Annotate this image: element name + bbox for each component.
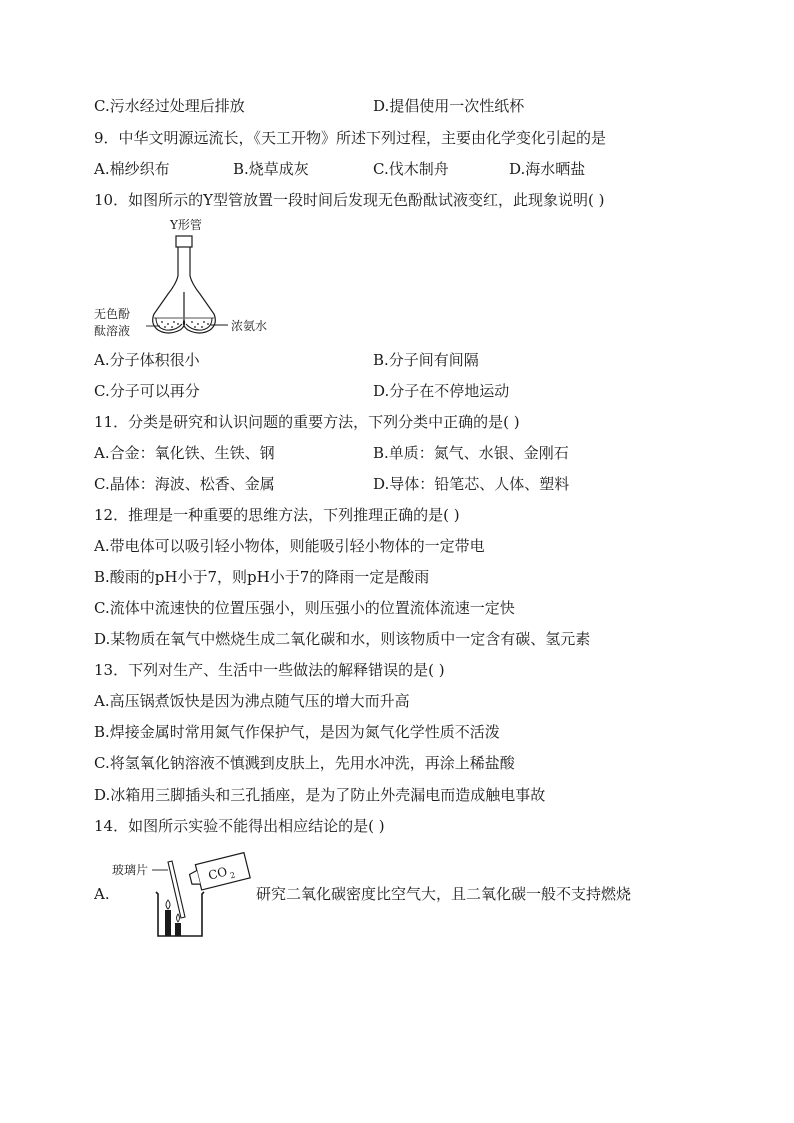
phenolphthalein-label-1: 无色酚 xyxy=(94,307,131,321)
q9-option-a: A.棉纱织布 xyxy=(94,160,170,178)
q13-option-b: B.焊接金属时常用氮气作保护气，是因为氮气化学性质不活泼 xyxy=(94,723,500,741)
q9-option-b: B.烧草成灰 xyxy=(233,160,309,178)
y-tube-stem-shape xyxy=(178,247,190,276)
ammonia-label: 浓氨水 xyxy=(231,319,268,333)
q12-stem: 12．推理是一种重要的思维方法，下列推理正确的是( ) xyxy=(94,506,460,524)
co2-subscript: 2 xyxy=(229,870,237,881)
tall-candle-shape xyxy=(165,910,171,936)
q10-stem: 10．如图所示的Y型管放置一段时间后发现无色酚酞试液变红，此现象说明( ) xyxy=(94,191,605,209)
q12-option-b: B.酸雨的pH小于7，则pH小于7的降雨一定是酸雨 xyxy=(94,568,430,586)
q10-option-d: D.分子在不停地运动 xyxy=(373,382,510,400)
y-tube-label: Y形管 xyxy=(170,218,202,232)
q9-stem: 9．中华文明源远流长，《天工开物》所述下列过程，主要由化学变化引起的是 xyxy=(94,129,607,147)
q9-option-c: C.伐木制舟 xyxy=(373,160,449,178)
glass-plate-shape xyxy=(168,861,185,918)
q12-option-d: D.某物质在氧气中燃烧生成二氧化碳和水，则该物质中一定含有碳、氢元素 xyxy=(94,630,591,648)
co2-label: CO xyxy=(206,864,229,883)
q9-option-d: D.海水晒盐 xyxy=(509,160,586,178)
q12-option-c: C.流体中流速快的位置压强小，则压强小的位置流体流速一定快 xyxy=(94,599,515,617)
q11-option-c: C.晶体：海波、松香、金属 xyxy=(94,475,275,493)
q13-option-a: A.高压锅煮饭快是因为沸点随气压的增大而升高 xyxy=(94,692,410,710)
q10-option-c: C.分子可以再分 xyxy=(94,382,200,400)
q11-stem: 11．分类是研究和认识问题的重要方法，下列分类中正确的是( ) xyxy=(94,413,520,431)
short-candle-shape xyxy=(175,923,181,936)
q14-option-a-text: 研究二氧化碳密度比空气大，且二氧化碳一般不支持燃烧 xyxy=(256,885,632,903)
q13-option-d: D.冰箱用三脚插头和三孔插座，是为了防止外壳漏电而造成触电事故 xyxy=(94,786,546,804)
q13-stem: 13．下列对生产、生活中一些做法的解释错误的是( ) xyxy=(94,661,445,679)
q8-option-c: C.污水经过处理后排放 xyxy=(94,97,245,115)
q8-option-d: D.提倡使用一次性纸杯 xyxy=(373,97,525,115)
q14-option-a-letter: A. xyxy=(94,885,110,903)
q10-option-a: A.分子体积很小 xyxy=(94,351,200,369)
y-tube-figure xyxy=(94,214,294,346)
q11-option-b: B.单质：氮气、水银、金刚石 xyxy=(373,444,569,462)
co2-beaker-figure xyxy=(112,852,252,942)
q14-stem: 14．如图所示实验不能得出相应结论的是( ) xyxy=(94,817,385,835)
q10-option-b: B.分子间有间隔 xyxy=(373,351,479,369)
q11-option-d: D.导体：铅笔芯、人体、塑料 xyxy=(373,475,570,493)
glass-plate-label: 玻璃片 xyxy=(112,863,149,877)
co2-jar-shape xyxy=(188,853,251,892)
y-tube-outer-shape xyxy=(153,276,216,333)
q13-option-c: C.将氢氧化钠溶液不慎溅到皮肤上，先用水冲洗，再涂上稀盐酸 xyxy=(94,754,515,772)
phenolphthalein-label-2: 酞溶液 xyxy=(94,324,131,338)
q11-option-a: A.合金：氧化铁、生铁、钢 xyxy=(94,444,275,462)
stopper-shape xyxy=(176,236,192,247)
q12-option-a: A.带电体可以吸引轻小物体，则能吸引轻小物体的一定带电 xyxy=(94,537,485,555)
